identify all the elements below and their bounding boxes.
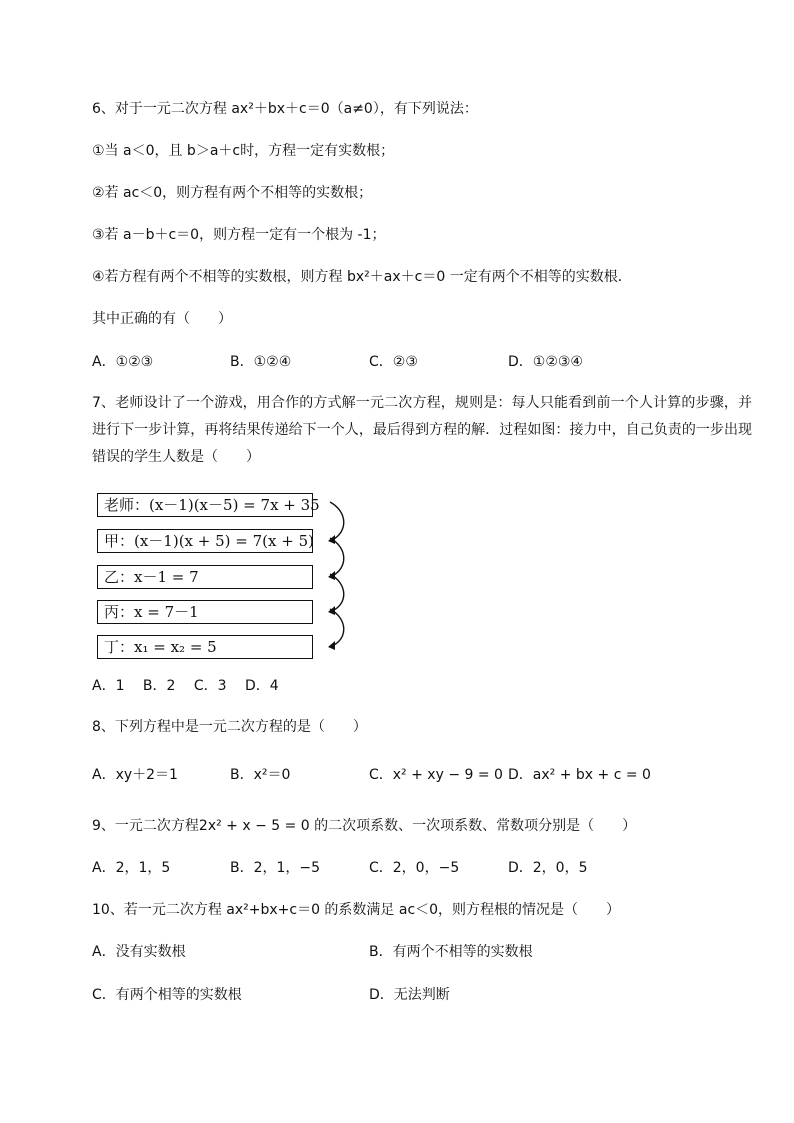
- q9-option-b: B．2，1，−5: [230, 860, 321, 876]
- q8-option-b: B．x²＝0: [230, 767, 291, 783]
- q6-question: 其中正确的有（ ）: [92, 311, 232, 327]
- q6-option-a: A．①②③: [92, 354, 154, 370]
- q7-step-ding: 丁：x₁ = x₂ = 5: [97, 635, 313, 659]
- q10-option-b: B．有两个不相等的实数根: [369, 944, 533, 960]
- q9-option-d: D．2，0，5: [508, 860, 588, 876]
- q8-option-a: A．xy＋2＝1: [92, 767, 178, 783]
- q6-option-d: D．①②③④: [508, 354, 583, 370]
- q7-relay-arrows: [310, 490, 350, 660]
- q7-options: A．1 B．2 C．3 D．4: [92, 678, 279, 694]
- q8-option-d: D．ax² + bx + c = 0: [508, 767, 651, 783]
- q6-statement-1: ①当 a＜0，且 b＞a＋c时，方程一定有实数根；: [92, 143, 395, 159]
- q6-statement-4: ④若方程有两个不相等的实数根，则方程 bx²＋ax＋c＝0 一定有两个不相等的实数根．: [92, 269, 632, 285]
- q6-stem: 6、对于一元二次方程 ax²＋bx＋c＝0（a≠0），有下列说法：: [92, 101, 478, 117]
- q10-option-c: C．有两个相等的实数根: [92, 987, 242, 1003]
- q7-step-yi: 乙：x－1 = 7: [97, 565, 313, 589]
- q6-statement-2: ②若 ac＜0，则方程有两个不相等的实数根；: [92, 185, 373, 201]
- q8-stem: 8、下列方程中是一元二次方程的是（ ）: [92, 719, 367, 735]
- q6-option-b: B．①②④: [230, 354, 292, 370]
- relay-arrow-4: [330, 609, 344, 646]
- q6-statement-3: ③若 a－b＋c＝0，则方程一定有一个根为 -1；: [92, 227, 386, 243]
- q6-option-c: C．②③: [369, 354, 418, 370]
- relay-arrow-2: [330, 538, 344, 576]
- q9-option-a: A．2，1，5: [92, 860, 171, 876]
- q10-stem: 10、若一元二次方程 ax²+bx+c＝0 的系数满足 ac＜0，则方程根的情况是（ ）: [92, 902, 621, 918]
- q7-step-bing: 丙：x = 7－1: [97, 600, 313, 624]
- q7-step-teacher: 老师：(x－1)(x－5) = 7x + 35: [97, 493, 313, 517]
- relay-arrow-3: [330, 574, 344, 611]
- q10-option-a: A．没有实数根: [92, 944, 186, 960]
- q9-stem: 9、一元二次方程2x² + x − 5 = 0 的二次项系数、一次项系数、常数项分别是（ ）: [92, 818, 637, 834]
- relay-arrow-1: [330, 502, 344, 540]
- q8-option-c: C．x² + xy − 9 = 0: [369, 767, 503, 783]
- q7-stem: 7、老师设计了一个游戏，用合作的方式解一元二次方程，规则是：每人只能看到前一个人计算的步骤，并进行下一步计算，再将结果传递给下一个人，最后得到方程的解．过程如图：接力中，自己负责的一步出现错误的学生人数是（ ）: [92, 395, 752, 465]
- q10-option-d: D．无法判断: [369, 987, 450, 1003]
- q9-option-c: C．2，0，−5: [369, 860, 460, 876]
- q7-step-jia: 甲：(x－1)(x + 5) = 7(x + 5): [97, 529, 313, 553]
